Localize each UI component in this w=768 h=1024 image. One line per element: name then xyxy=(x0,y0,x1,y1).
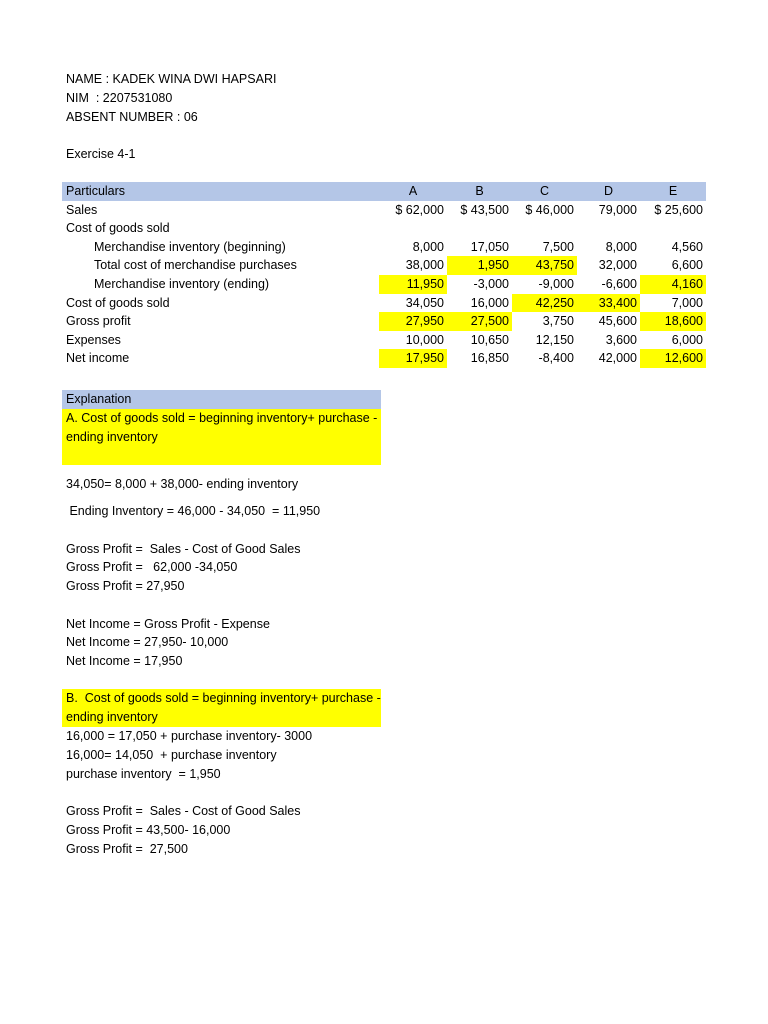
table-cell xyxy=(379,219,447,238)
column-header: A xyxy=(408,184,418,198)
table-cell: 1,950 xyxy=(447,256,512,275)
row-label: Merchandise inventory (ending) xyxy=(94,276,270,291)
table-row xyxy=(62,201,706,220)
explanation-line: Gross Profit = 43,500- 16,000 xyxy=(66,823,231,837)
table-cell: 6,600 xyxy=(671,258,703,273)
table-cell: -6,600 xyxy=(601,276,637,291)
table-cell: $ 62,000 xyxy=(395,202,444,217)
explanation-line: Gross Profit = 27,500 xyxy=(66,842,188,856)
table-cell xyxy=(577,219,640,238)
table-cell: 32,000 xyxy=(598,258,637,273)
explanation-line: purchase inventory = 1,950 xyxy=(66,767,221,781)
explanation-line: 16,000 = 17,050 + purchase inventory- 3000 xyxy=(66,729,313,743)
explanation-a-heading-line: ending inventory xyxy=(66,430,158,444)
explanation-line: Net Income = Gross Profit - Expense xyxy=(66,617,270,631)
row-label: Gross profit xyxy=(66,314,131,329)
table-row xyxy=(62,256,706,275)
row-label: Cost of goods sold xyxy=(66,221,170,236)
table-row xyxy=(62,294,706,313)
table-cell: 6,000 xyxy=(671,332,703,347)
row-label: Cost of goods sold xyxy=(66,295,170,310)
table-cell: 4,560 xyxy=(671,239,703,254)
table-cell xyxy=(640,219,706,238)
table-cell: 38,000 xyxy=(405,258,444,273)
explanation-a-heading-line: A. Cost of goods sold = beginning inventory+ purchase - xyxy=(66,411,378,425)
explanation-b-heading-line: B. Cost of goods sold = beginning inventory+ purchase - xyxy=(66,691,381,705)
table-cell: -9,000 xyxy=(538,276,574,291)
explanation-line: 16,000= 14,050 + purchase inventory xyxy=(66,748,277,762)
table-cell: 4,160 xyxy=(640,275,706,294)
table-cell: 16,000 xyxy=(470,295,509,310)
exercise-title: Exercise 4-1 xyxy=(66,147,136,161)
explanation-line: Ending Inventory = 46,000 - 34,050 = 11,950 xyxy=(66,504,321,518)
table-cell: 42,250 xyxy=(512,294,577,313)
table-cell: 45,600 xyxy=(598,314,637,329)
table-cell: $ 25,600 xyxy=(654,202,703,217)
table-row xyxy=(62,349,706,368)
table-cell: 12,150 xyxy=(535,332,574,347)
row-label: Total cost of merchandise purchases xyxy=(94,258,297,273)
table-header-row xyxy=(62,182,706,201)
table-row xyxy=(62,219,706,238)
table-row xyxy=(62,275,706,294)
student-name: NAME : KADEK WINA DWI HAPSARI xyxy=(66,72,277,86)
table-cell: 42,000 xyxy=(598,351,637,366)
table-cell: 3,750 xyxy=(542,314,574,329)
table-cell: 27,500 xyxy=(447,312,512,331)
column-header: C xyxy=(539,184,550,198)
table-row xyxy=(62,312,706,331)
explanation-line: Gross Profit = Sales - Cost of Good Sales xyxy=(66,542,301,556)
table-cell: 12,600 xyxy=(640,349,706,368)
table-cell: 16,850 xyxy=(470,351,509,366)
explanation-b-heading-line: ending inventory xyxy=(66,710,158,724)
column-header: B xyxy=(475,184,484,198)
table-cell xyxy=(447,219,512,238)
explanation-heading: Explanation xyxy=(62,390,381,409)
explanation-line: 34,050= 8,000 + 38,000- ending inventory xyxy=(66,477,299,491)
table-cell: 43,750 xyxy=(512,256,577,275)
explanation-a-heading xyxy=(62,409,381,465)
table-cell: $ 46,000 xyxy=(525,202,574,217)
table-cell: 10,650 xyxy=(470,332,509,347)
table-body xyxy=(62,201,706,368)
table-cell: 10,000 xyxy=(405,332,444,347)
table-cell: 7,500 xyxy=(542,239,574,254)
table-cell: 18,600 xyxy=(640,312,706,331)
explanation-line: Net Income = 17,950 xyxy=(66,654,183,668)
table-cell: 34,050 xyxy=(405,295,444,310)
table-cell: 27,950 xyxy=(379,312,447,331)
column-header: D xyxy=(603,184,614,198)
table-cell: 17,050 xyxy=(470,239,509,254)
explanation-line: Net Income = 27,950- 10,000 xyxy=(66,635,229,649)
student-nim: NIM : 2207531080 xyxy=(66,91,173,105)
table-cell: 8,000 xyxy=(412,239,444,254)
row-label: Merchandise inventory (beginning) xyxy=(94,239,286,254)
explanation-line: Gross Profit = 27,950 xyxy=(66,579,185,593)
column-header: E xyxy=(668,184,678,198)
explanation-b-heading xyxy=(62,689,381,727)
table-row xyxy=(62,331,706,350)
explanation-line: Gross Profit = Sales - Cost of Good Sales xyxy=(66,804,301,818)
table-cell xyxy=(512,219,577,238)
table-cell: 8,000 xyxy=(605,239,637,254)
row-label: Net income xyxy=(66,351,130,366)
table-cell: 17,950 xyxy=(379,349,447,368)
exercise-table xyxy=(62,182,706,368)
table-cell: 11,950 xyxy=(379,275,447,294)
absent-number: ABSENT NUMBER : 06 xyxy=(66,110,198,124)
row-label: Sales xyxy=(66,202,98,217)
table-cell: -8,400 xyxy=(538,351,574,366)
table-cell: $ 43,500 xyxy=(460,202,509,217)
table-cell: -3,000 xyxy=(473,276,509,291)
table-cell: 3,600 xyxy=(605,332,637,347)
table-cell: 79,000 xyxy=(598,202,637,217)
column-header: Particulars xyxy=(66,184,126,198)
table-row xyxy=(62,238,706,257)
table-cell: 7,000 xyxy=(671,295,703,310)
explanation-line: Gross Profit = 62,000 -34,050 xyxy=(66,560,238,574)
table-cell: 33,400 xyxy=(577,294,640,313)
row-label: Expenses xyxy=(66,332,121,347)
